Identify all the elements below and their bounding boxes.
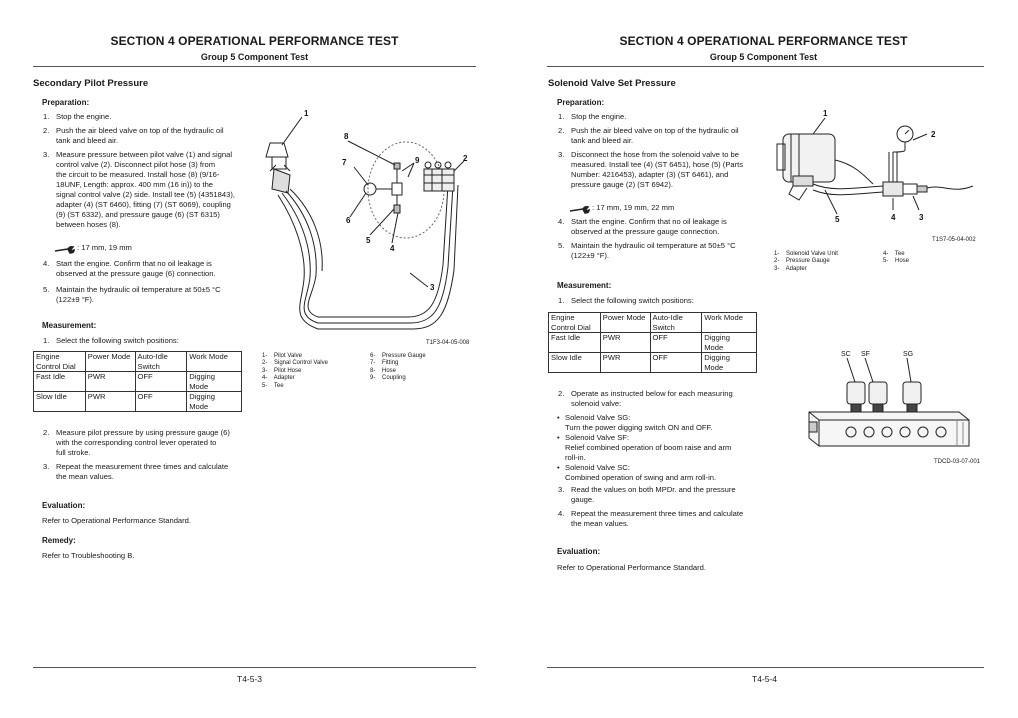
table-header-cell: Engine Control Dial [549, 313, 601, 333]
evaluation-text: Refer to Operational Performance Standard. [42, 516, 192, 525]
legend-column-1 [262, 353, 328, 390]
step-item [43, 150, 253, 230]
step-line: Repeat the measurement three times and calculate [56, 462, 229, 471]
step-line: between hoses (8). [56, 220, 121, 229]
step-text [571, 217, 727, 237]
step-text [56, 112, 111, 122]
step-line: signal control valve (2) side. Install tee (5) (4351843), [56, 190, 235, 199]
table-row [34, 392, 242, 412]
step-line: Number: 4216453), adapter (3) (ST 6461), and [571, 170, 729, 179]
svg-text:SG: SG [903, 351, 914, 358]
step-line: (122±9 °F). [571, 251, 610, 260]
step-line: Maintain the hydraulic oil temperature at 50±5 °C [571, 241, 736, 250]
legend-item: 2- Signal Control Valve [262, 360, 328, 367]
svg-text:4: 4 [390, 244, 395, 253]
footer-rule [547, 667, 984, 668]
step-number: 2. [43, 428, 50, 437]
table-header-cell: Power Mode [85, 352, 135, 372]
legend-item: 4- Adapter [262, 375, 295, 382]
table-header-cell: Power Mode [600, 313, 650, 333]
step-item [43, 126, 253, 146]
table-cell: Digging Mode [702, 333, 757, 353]
svg-text:5: 5 [835, 215, 840, 224]
step-item [43, 112, 253, 122]
step-line: Start the engine. Confirm that no oil leakage is [56, 259, 212, 268]
step-text [571, 112, 626, 122]
group-title: Group 5 Component Test [709, 52, 818, 62]
legend-item: 5- Tee [262, 382, 284, 389]
svg-text:1: 1 [823, 109, 828, 118]
step-line: Disconnect the hose from the solenoid valve to be [571, 150, 740, 159]
step-text [56, 259, 216, 279]
measurement-label: Measurement: [42, 321, 97, 330]
svg-text:6: 6 [346, 216, 351, 225]
tool-sizes: : 17 mm, 19 mm, 22 mm [592, 203, 675, 212]
step-number: 1. [558, 112, 565, 121]
step-number: 2. [558, 126, 565, 135]
step-item [43, 462, 253, 482]
table-cell: PWR [600, 353, 650, 373]
step-line: the mean values. [56, 472, 114, 481]
step-line: Measure pilot pressure by using pressure gauge (6) [56, 428, 230, 437]
svg-text:7: 7 [342, 158, 347, 167]
svg-text:5: 5 [366, 236, 371, 245]
table-header-cell: Auto-Idle Switch [135, 352, 187, 372]
pilot-circuit-figure [258, 105, 478, 337]
svg-text:4: 4 [891, 213, 896, 222]
group-title: Group 5 Component Test [200, 52, 309, 62]
valve-labels [841, 351, 913, 358]
legend-item: 8- Hose [370, 367, 397, 374]
evaluation-label: Evaluation: [42, 501, 86, 510]
section-title: SECTION 4 OPERATIONAL PERFORMANCE TEST [619, 34, 908, 48]
step-number: 2. [43, 126, 50, 135]
legend-item: 3- Pilot Hose [262, 367, 302, 374]
footer-rule [33, 667, 476, 668]
step-item [558, 217, 768, 237]
figure-callouts [823, 109, 936, 224]
table-header-row [34, 352, 242, 372]
solenoid-valve-block-figure [799, 346, 975, 458]
step-line: adapter (4) (ST 6460), fitting (7) (ST 6069), coupling [56, 200, 231, 209]
step-item [43, 259, 253, 279]
step-line: gauge. [571, 495, 595, 504]
table-cell: Fast Idle [549, 333, 601, 353]
step-item [558, 126, 768, 146]
step-line: Repeat the measurement three times and calculate [571, 509, 744, 518]
step-number: 4. [43, 259, 50, 268]
svg-text:SC: SC [841, 351, 851, 358]
step-number: 3. [43, 150, 50, 159]
table-cell: OFF [135, 372, 187, 392]
table-cell: PWR [85, 372, 135, 392]
step-line: Maintain the hydraulic oil temperature at 50±5 °C [56, 285, 221, 294]
figure-code: T1F3-04-05-008 [426, 340, 470, 346]
legend-item: 1- Solenoid Valve Unit [774, 251, 838, 257]
header-rule [547, 66, 984, 67]
table-cell: Digging Mode [187, 392, 242, 412]
step-text [571, 485, 736, 505]
svg-text:SF: SF [861, 351, 870, 358]
table-cell: OFF [650, 333, 702, 353]
preparation-label: Preparation: [557, 98, 605, 107]
table-cell: Digging Mode [702, 353, 757, 373]
step-line: tank and bleed air. [571, 136, 634, 145]
step-line: full stroke. [56, 448, 91, 457]
procedure-heading: Secondary Pilot Pressure [33, 78, 149, 89]
header-rule [33, 66, 476, 67]
step-line: (122±9 °F). [56, 295, 95, 304]
step-text [56, 285, 221, 305]
table-header-cell: Engine Control Dial [34, 352, 86, 372]
step-item [43, 428, 253, 458]
svg-text:8: 8 [344, 132, 349, 141]
legend-column-1 [774, 251, 838, 273]
step-line: Push the air bleed valve on top of the hydraulic oil [571, 126, 739, 135]
svg-text:9: 9 [415, 156, 420, 165]
step-number: 4. [558, 509, 565, 518]
switch-positions-table [548, 312, 757, 373]
figure-code: T1S7-05-04-002 [932, 237, 976, 243]
svg-text:2: 2 [931, 130, 936, 139]
legend-item: 7- Fitting [370, 360, 399, 367]
step-item [558, 241, 768, 261]
table-header-row [549, 313, 757, 333]
step-line: measured. Install tee (4) (ST 6451), hose (5) (Parts [571, 160, 744, 169]
tool-sizes: : 17 mm, 19 mm [77, 243, 132, 252]
legend-column-2 [883, 251, 909, 266]
step-text [571, 241, 736, 261]
step-line: control valve (2). Disconnect pilot hose (3) from [56, 160, 216, 169]
step-line: the circuit to be measured. Install hose (8) (9/16- [56, 170, 220, 179]
step-line: tank and bleed air. [56, 136, 119, 145]
table-row [34, 372, 242, 392]
step-line: Stop the engine. [571, 112, 627, 121]
step-text [571, 126, 739, 146]
table-row [549, 353, 757, 373]
measurement-label: Measurement: [557, 281, 612, 290]
page-number: T4-5-4 [752, 674, 778, 684]
step-text [571, 509, 743, 529]
right-page: SECTION 4 OPERATIONAL PERFORMANCE TEST Group 5 Component Test Solenoid Valve Set Pressure Preparation: 1. Stop the engine. 2. Push the air bleed valve on top of the hydraulic oil tank and bleed air. 3. Disconnect the hose from the solenoid valve to be measured. Install tee (4) (ST 6451), hose (5) (Parts Number: 4216453), adapter (3) (ST 6461), and pressure gauge (2) (ST 6942). : 17 mm, 19 mm, 22 mm 4. Start the engine. Confirm that no oil leakage is observed at the pressure gauge connection. 5. Maintain the hydraulic oil temperature at 50±5 °C (122±9 °F). Measurement: 1. Select the following switch positions: Engine Control Dial Power Mode Auto-Idle Switch Work Mode Fast Idle PWR OFF Digging Mode Slow Idle PWR OFF Digging Mode 2. Operate as instructed below for each measuring solenoid valve: • Solenoid Valve SG: Turn the power digging switch ON and OFF. • Solenoid Valve SF: Relief combined operation of boom raise and arm roll-in. • Solenoid Valve SC: Combined operation of swing and arm roll-in. 3. Read the values on both MPDr. and the pressure gauge. 4. Repeat the measurement three times and calculate the mean values. Evaluation: Refer to Operational Performance Standard. 1 2 3 4 5 T1S7-05-04-002 1- Solenoid Valve Unit 2- Pressure Gauge 3- Adapter 4- Tee 5- Hose SC SF SG TDCD-03-07-001 T4-5-4 [509, 0, 1018, 718]
procedure-heading: Solenoid Valve Set Pressure [548, 78, 676, 89]
step-item [558, 509, 768, 529]
step-text [56, 126, 224, 146]
legend-item: 5- Hose [883, 258, 910, 265]
figure-code-2: TDCD-03-07-001 [934, 459, 981, 465]
bullet-icon: • [557, 433, 560, 442]
table-cell: PWR [85, 392, 135, 412]
left-page: SECTION 4 OPERATIONAL PERFORMANCE TEST Group 5 Component Test Secondary Pilot Pressure Preparation: 1. Stop the engine. 2. Push the air bleed valve on top of the hydraulic oil tank and bleed air. 3. Measure pressure between pilot valve (1) and signal control valve (2). Disconnect pilot hose (3) from the circuit to be measured. Install hose (8) (9/16- 18UNF, Length: approx. 400 mm (16 in)) to the signal control valve (2) side. Install tee (5) (4351843), adapter (4) (ST 6460), fitting (7) (ST 6069), coupling (9) (ST 6332), and pressure gauge (6) (ST 6315) between hoses (8). : 17 mm, 19 mm 4. Start the engine. Confirm that no oil leakage is observed at the pressure gauge (6) connection. 5. Maintain the hydraulic oil temperature at 50±5 °C (122±9 °F). Measurement: 1. Select the following switch positions: Engine Control Dial Power Mode Auto-Idle Switch Work Mode Fast Idle PWR OFF Digging Mode Slow Idle PWR OFF Digging Mode 2. Measure pilot pressure by using pressure gauge (6) with the corresponding control lever operated to full stroke. 3. Repeat the measurement three times and calculate the mean values. Evaluation: Refer to Operational Performance Standard. Remedy: Refer to Troubleshooting B. 1 2 3 4 5 6 7 8 9 T1F3-04-05-008 1- Pilot Valve 2- Signal Control Valve 3- Pilot Hose 4- Adapter 5- Tee 6- Pressure Gauge 7- Fitting 8- Hose 9- Coupling T4-5-3 [0, 0, 509, 718]
step-line: Start the engine. Confirm that no oil leakage is [571, 217, 727, 226]
svg-text:1: 1 [304, 109, 309, 118]
table-cell: Fast Idle [34, 372, 86, 392]
step-number: 3. [558, 150, 565, 159]
svg-text:2: 2 [463, 154, 468, 163]
table-cell: OFF [135, 392, 187, 412]
step-line: Push the air bleed valve on top of the hydraulic oil [56, 126, 224, 135]
legend-column-2 [370, 353, 426, 383]
table-header-cell: Work Mode [702, 313, 757, 333]
step-item [558, 112, 768, 122]
bullet-icon: • [557, 413, 560, 422]
page-number: T4-5-3 [237, 674, 263, 684]
step-line: observed at the pressure gauge (6) connection. [56, 269, 216, 278]
evaluation-text: Refer to Operational Performance Standard. [557, 563, 707, 572]
wrench-icon [54, 242, 76, 260]
step-item [43, 285, 253, 305]
step-number: 3. [558, 485, 565, 494]
step-number: 3. [43, 462, 50, 471]
table-cell: Slow Idle [34, 392, 86, 412]
switch-positions-table [33, 351, 242, 412]
evaluation-label: Evaluation: [557, 547, 601, 556]
solenoid-gauge-figure [773, 104, 993, 234]
legend-item: 9- Coupling [370, 375, 406, 382]
step-item [558, 150, 768, 190]
step-line: observed at the pressure gauge connection. [571, 227, 720, 236]
table-row [549, 333, 757, 353]
table-cell: Slow Idle [549, 353, 601, 373]
table-header-cell: Auto-Idle Switch [650, 313, 702, 333]
step-number: 1. [43, 112, 50, 121]
step-number: 5. [43, 285, 50, 294]
step-number: 4. [558, 217, 565, 226]
legend-item: 2- Pressure Gauge [774, 258, 830, 265]
step-line: Read the values on both MPDr. and the pressure [571, 485, 736, 494]
table-cell: Digging Mode [187, 372, 242, 392]
svg-text:3: 3 [430, 283, 435, 292]
legend-item: 4- Tee [883, 251, 905, 257]
step-item [558, 485, 768, 505]
legend-item: 6- Pressure Gauge [370, 353, 426, 359]
step-text [56, 150, 235, 230]
step-line: pressure gauge (2) (ST 6942). [571, 180, 674, 189]
step-line: Measure pressure between pilot valve (1) and signal [56, 150, 233, 159]
bullet-icon: • [557, 463, 560, 472]
table-header-cell: Work Mode [187, 352, 242, 372]
step-line: the mean values. [571, 519, 629, 528]
svg-text:3: 3 [919, 213, 924, 222]
step-line: (9) (ST 6332), and pressure gauge (6) (ST 6315) [56, 210, 220, 219]
preparation-label: Preparation: [42, 98, 90, 107]
step-number: 5. [558, 241, 565, 250]
step-text [56, 462, 228, 482]
step-line: with the corresponding control lever operated to [56, 438, 217, 447]
section-title: SECTION 4 OPERATIONAL PERFORMANCE TEST [110, 34, 399, 48]
legend-item: 3- Adapter [774, 265, 807, 272]
remedy-text: Refer to Troubleshooting B. [42, 551, 135, 560]
step-line: Stop the engine. [56, 112, 112, 121]
table-cell: PWR [600, 333, 650, 353]
table-cell: OFF [650, 353, 702, 373]
remedy-label: Remedy: [42, 536, 76, 545]
step-line: 18UNF, Length: approx. 400 mm (16 in)) to the [56, 180, 214, 189]
step-text [571, 150, 743, 190]
legend-item: 1- Pilot Valve [262, 353, 302, 359]
step-text [56, 428, 230, 458]
